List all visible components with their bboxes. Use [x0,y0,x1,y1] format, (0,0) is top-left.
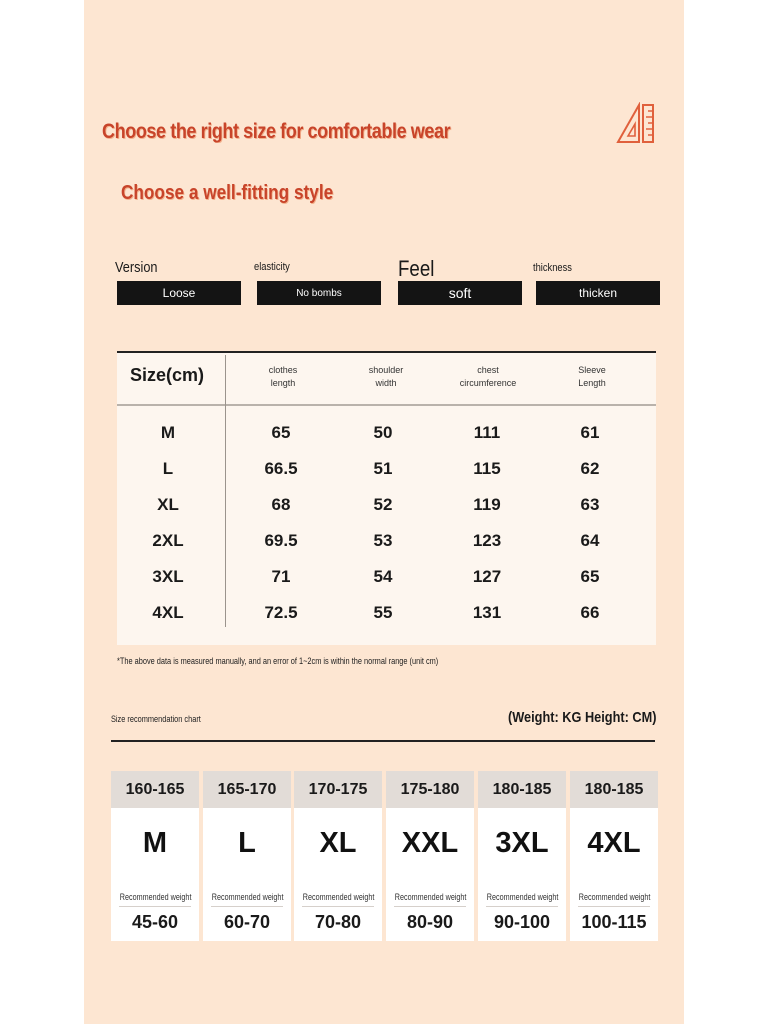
cell-clothes-length: 71 [271,567,291,586]
card-size: XXL [401,827,459,859]
cell-chest: 123 [472,531,502,550]
card-weight-label: Recommended weight [578,892,651,902]
cell-sleeve-length: 62 [580,459,600,478]
cell-chest: 119 [473,495,501,514]
cell-shoulder-width: 54 [373,567,393,586]
size-card-xxl [386,771,474,941]
column-header-clothes-length: clothes length [268,365,298,388]
card-divider [211,906,283,907]
cell-clothes-length: 65 [271,423,291,442]
card-weight-label: Recommended weight [211,892,284,902]
table-header-rule [117,404,656,406]
card-weight-label: Recommended weight [394,892,467,902]
row-size: 3XL [152,567,184,586]
recommendation-title: Size recommendation chart [111,714,201,724]
card-weight-label: Recommended weight [119,892,192,902]
attr-value-thickness: thicken [536,281,660,305]
card-size: XL [319,827,357,859]
size-card-3xl [478,771,566,941]
card-weight-range: 60-70 [223,912,271,932]
cell-clothes-length: 68 [271,495,291,514]
card-size: M [142,827,168,859]
cell-clothes-length: 69.5 [264,531,298,550]
cell-sleeve-length: 64 [580,531,600,550]
cell-chest: 127 [472,567,502,586]
card-divider [119,906,191,907]
cell-sleeve-length: 61 [580,423,600,442]
cell-shoulder-width: 55 [373,603,393,622]
cell-clothes-length: 66.5 [264,459,298,478]
card-weight-label: Recommended weight [302,892,375,902]
size-table [117,351,656,645]
cell-chest: 115 [473,459,501,478]
column-header-sleeve-length: Sleeve Length [578,365,606,388]
column-header-chest-circumference: chest circumference [459,365,517,388]
size-card-xl [294,771,382,941]
cell-clothes-length: 72.5 [264,603,298,622]
table-top-rule [117,351,656,353]
card-height-range: 180-185 [570,771,658,808]
size-card-l [203,771,291,941]
size-card-m [111,771,199,941]
measurement-note: *The above data is measured manually, and an error of 1~2cm is within the normal range (unit cm) [117,656,439,666]
card-height-range: 175-180 [386,771,474,808]
attr-label-elasticity: elasticity [254,261,290,273]
cell-sleeve-length: 63 [580,495,600,514]
column-header-size: Size(cm) [130,365,205,385]
page-title: Choose the right size for comfortable wear [102,120,451,143]
row-size: L [162,459,174,478]
card-weight-range: 90-100 [493,912,551,932]
card-divider [302,906,374,907]
row-size: XL [157,495,179,514]
card-weight-label: Recommended weight [486,892,559,902]
column-header-shoulder-width: shoulder width [368,365,404,388]
card-size: 4XL [587,827,641,859]
cell-shoulder-width: 52 [373,495,393,514]
attr-value-version: Loose [117,281,241,305]
attr-label-thickness: thickness [533,262,572,274]
card-weight-range: 100-115 [581,912,647,932]
attr-value-feel: soft [398,281,522,305]
cell-sleeve-length: 65 [580,567,600,586]
card-size: L [238,827,256,859]
attr-label-version: Version [115,259,158,276]
card-divider [486,906,558,907]
size-card-4xl [570,771,658,941]
card-weight-range: 70-80 [314,912,362,932]
attr-label-feel: Feel [398,256,435,281]
attr-value-elasticity: No bombs [257,281,381,305]
card-height-range: 170-175 [294,771,382,808]
row-size: 2XL [152,531,184,550]
card-divider [578,906,650,907]
card-height-range: 160-165 [111,771,199,808]
recommendation-rule [111,740,655,742]
card-height-range: 165-170 [203,771,291,808]
cell-sleeve-length: 66 [580,603,600,622]
card-weight-range: 45-60 [131,912,179,932]
cell-shoulder-width: 51 [373,459,393,478]
card-height-range: 180-185 [478,771,566,808]
row-size: 4XL [152,603,184,622]
cell-chest: 111 [473,423,501,442]
page-subtitle: Choose a well-fitting style [121,182,334,204]
cell-chest: 131 [472,603,502,622]
card-divider [394,906,466,907]
cell-shoulder-width: 53 [373,531,393,550]
row-size: M [160,423,176,442]
recommendation-units: (Weight: KG Height: CM) [508,709,657,726]
table-column-divider [225,355,226,627]
card-weight-range: 80-90 [406,912,454,932]
cell-shoulder-width: 50 [373,423,393,442]
ruler-triangle-icon [615,102,657,144]
card-size: 3XL [495,827,549,859]
